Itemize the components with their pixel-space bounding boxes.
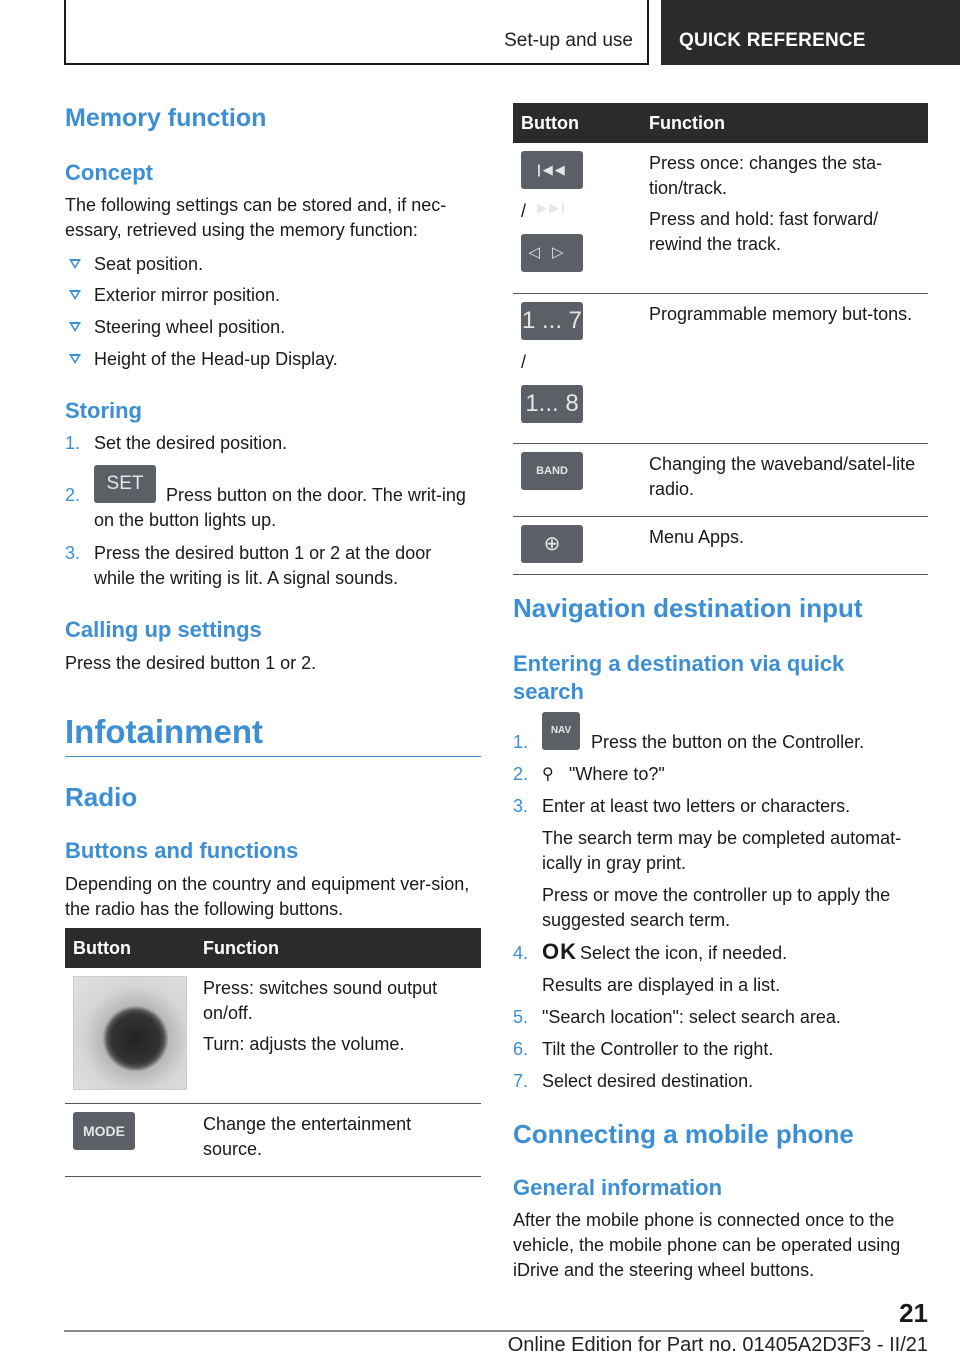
calling-heading: Calling up settings <box>65 617 262 642</box>
col-header-button: Button <box>513 103 641 143</box>
memory-function-heading: Memory function <box>65 104 267 132</box>
navigation-heading: Navigation destination input <box>513 593 863 623</box>
arrow-buttons-icon: ◁▷ <box>521 234 583 272</box>
col-header-function: Function <box>641 103 928 143</box>
concept-heading: Concept <box>65 160 153 185</box>
chapter-title: QUICK REFERENCE <box>679 30 866 51</box>
quick-search-heading: Entering a destination via quick search <box>513 651 845 704</box>
bullet-triangle-icon <box>69 259 81 269</box>
storing-heading: Storing <box>65 398 142 423</box>
nav-button-icon: NAV <box>542 712 580 750</box>
mode-button-icon: MODE <box>73 1112 135 1150</box>
volume-knob-icon <box>73 976 187 1090</box>
band-button-icon: BAND <box>521 452 583 490</box>
buttons-intro-text: Depending on the country and equipment ver-sion, the radio has the following buttons. <box>65 874 470 919</box>
section-title: Set-up and use <box>504 30 633 51</box>
col-header-function: Function <box>195 928 481 968</box>
header-box <box>64 0 649 65</box>
apps-globe-icon: ⊕ <box>521 525 583 563</box>
edition-note: Online Edition for Part no. 01405A2D3F3 - II/21 <box>507 1334 928 1356</box>
footer-divider <box>64 1330 864 1332</box>
set-button-icon: SET <box>94 465 156 503</box>
radio-buttons-table-continued <box>513 103 928 575</box>
buttons-functions-heading: Buttons and functions <box>65 838 299 863</box>
skip-buttons-icon: |◀◀ ▶▶| <box>521 151 583 189</box>
general-info-heading: General information <box>513 1175 723 1200</box>
infotainment-heading: Infotainment <box>65 713 263 750</box>
bullet-triangle-icon <box>69 290 81 300</box>
table-row: BAND Changing the waveband/satel-lite radio. <box>513 443 928 516</box>
col-header-button: Button <box>65 928 195 968</box>
bullet-triangle-icon <box>69 322 81 332</box>
radio-heading: Radio <box>65 782 138 812</box>
calling-text: Press the desired button 1 or 2. <box>65 653 317 673</box>
table-row: ⊕ Menu Apps. <box>513 516 928 574</box>
chapter-tab[interactable] <box>661 0 960 65</box>
concept-text: The following settings can be stored and, if nec-essary, retrieved using the memory function: <box>65 195 447 240</box>
ok-icon: OK <box>542 939 577 964</box>
memory-buttons-1-8-icon: 1... 8 <box>521 385 583 423</box>
bullet-triangle-icon <box>69 354 81 364</box>
heading-divider <box>65 756 481 757</box>
table-row: MODE Change the entertainment source. <box>65 1103 481 1176</box>
page-number: 21 <box>899 1298 928 1328</box>
table-row: 1 ... 7 / 1... 8 Programmable memory but-tons. <box>513 293 928 443</box>
memory-buttons-1-7-icon: 1 ... 7 <box>521 302 583 340</box>
radio-buttons-table <box>65 928 481 1177</box>
search-icon: ⚲ <box>542 766 554 783</box>
phone-heading: Connecting a mobile phone <box>513 1119 854 1149</box>
table-row: |◀◀ ▶▶| / ◁▷ Press once: changes the sta-tion/track. Press and hold: fast forward/ rewind the track. <box>513 143 928 293</box>
general-info-text: After the mobile phone is connected once to the vehicle, the mobile phone can be operated using iDrive and the steering wheel buttons. <box>513 1210 901 1280</box>
table-row: Press: switches sound output on/off. Turn: adjusts the volume. <box>65 968 481 1103</box>
